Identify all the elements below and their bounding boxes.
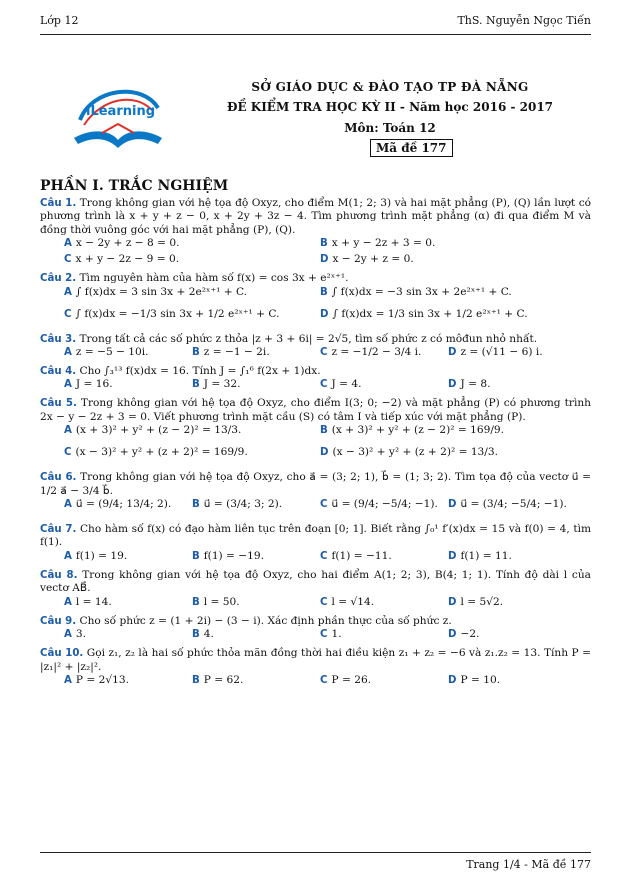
answer-text: P = 62.: [203, 673, 244, 686]
answer-text: ∫ f(x)dx = −1/3 sin 3x + 1/2 e²ˣ⁺¹ + C.: [75, 307, 280, 320]
question-item: [40, 272, 591, 329]
answer-key: B: [192, 629, 200, 641]
answer-text: l = 5√2.: [460, 595, 504, 608]
answer-key: B: [192, 379, 200, 391]
answer-text: u⃗ = (9/4; 13/4; 2).: [75, 498, 172, 511]
answer-option: [192, 346, 270, 359]
question-label: Câu 6.: [40, 472, 77, 484]
header-class: Lớp 12: [40, 14, 79, 27]
answer-key: C: [320, 347, 328, 359]
answer-option: [192, 674, 243, 687]
answer-key: A: [64, 596, 72, 608]
question-item: [40, 471, 591, 520]
question-text: Trong không gian với hệ tọa độ Oxyz, cho điểm M(1; 2; 3) và hai mặt phẳng (P), (Q) lần lượt có phương trình là x + y + z − 0, x + 2y + 3z − 4. Tìm phương trình mặt phẳng (α) đi qua điểm M và đồng thời vuông góc với hai mặt phẳng (P), (Q).: [40, 197, 592, 236]
answer-key: A: [64, 629, 72, 641]
answer-text: P = 10.: [460, 673, 501, 686]
answer-option: [320, 498, 438, 511]
answer-text: (x + 3)² + y² + (z − 2)² = 169/9.: [331, 424, 505, 437]
answer-option: [320, 674, 371, 687]
answer-option: [64, 446, 248, 459]
answer-option: [64, 378, 113, 391]
answer-option: [320, 253, 414, 266]
answer-text: x + y − 2z + 3 = 0.: [331, 237, 436, 250]
question-text-block: [40, 333, 591, 346]
answer-key: C: [320, 550, 328, 562]
answer-key: B: [320, 286, 328, 298]
answer-key: C: [64, 254, 72, 266]
answer-key: A: [64, 550, 72, 562]
answer-option: [320, 286, 512, 299]
answer-option: [192, 378, 240, 391]
answer-text: f(1) = −19.: [203, 549, 265, 562]
answer-row: [40, 424, 591, 446]
question-item: [40, 647, 591, 690]
answer-key: D: [448, 629, 457, 641]
answer-option: [448, 628, 479, 641]
answer-key: A: [64, 286, 72, 298]
question-text: Trong không gian với hệ tọa độ Oxyz, cho hai điểm A(1; 2; 3), B(4; 1; 1). Tính độ dài l của vectơ AB⃗.: [40, 568, 591, 595]
answer-row: [40, 346, 591, 362]
answer-option: [448, 498, 567, 511]
answer-text: u⃗ = (9/4; −5/4; −1).: [331, 498, 438, 511]
answer-text: 4.: [203, 628, 214, 641]
answer-text: l = √14.: [331, 595, 375, 608]
answer-text: −2.: [460, 628, 480, 641]
answer-option: [448, 378, 490, 391]
answer-text: z = −1/2 − 3/4 i.: [331, 346, 422, 359]
answer-text: J = 16.: [75, 378, 113, 391]
answer-option: [64, 286, 247, 299]
ilearning-logo: [72, 78, 164, 156]
header-rule: [40, 34, 591, 35]
question-text-block: [40, 569, 591, 596]
answer-option: [320, 378, 361, 391]
answer-row: [40, 596, 591, 612]
answer-option: [64, 346, 149, 359]
answer-key: A: [64, 347, 72, 359]
answer-key: D: [448, 499, 457, 511]
answer-option: [64, 674, 129, 687]
answer-option: [64, 628, 86, 641]
answer-text: (x + 3)² + y² + (z − 2)² = 13/3.: [75, 424, 242, 437]
answer-text: (x − 3)² + y² + (z + 2)² = 13/3.: [332, 446, 498, 459]
answer-key: D: [448, 550, 457, 562]
answer-key: A: [64, 379, 72, 391]
answer-key: C: [320, 629, 328, 641]
answer-key: D: [320, 447, 329, 459]
question-text-block: [40, 197, 591, 237]
answer-key: C: [320, 379, 328, 391]
question-text: Trong không gian với hệ tọa độ Oxyz, cho a⃗ = (3; 2; 1), b⃗ = (1; 3; 2). Tìm tọa độ của vectơ u⃗ = 1/2 a⃗ − 3/4 b⃗.: [40, 471, 592, 497]
header-author: ThS. Nguyễn Ngọc Tiến: [457, 14, 591, 27]
answer-text: J = 8.: [460, 378, 491, 391]
answer-text: (x − 3)² + y² + (z + 2)² = 169/9.: [75, 446, 248, 459]
answer-row: [40, 674, 591, 690]
answer-key: A: [64, 499, 72, 511]
answer-option: [448, 674, 500, 687]
answer-option: [64, 253, 179, 266]
question-label: Câu 2.: [40, 273, 77, 285]
question-text: Cho hàm số f(x) có đạo hàm liên tục trên đoạn [0; 1]. Biết rằng ∫₀¹ f′(x)dx = 15 và f(0) = 4, tìm f(1).: [40, 523, 592, 549]
question-label: Câu 9.: [40, 615, 77, 627]
answer-option: [448, 596, 503, 609]
question-label: Câu 4.: [40, 366, 77, 378]
answer-row: [40, 498, 591, 520]
answer-option: [448, 550, 512, 563]
question-text: Trong không gian với hệ tọa độ Oxyz, cho điểm I(3; 0; −2) và mặt phẳng (P) có phương trình 2x − y − 2z + 3 = 0. Viết phương trình mặt cầu (S) có tâm I và tiếp xúc với mặt phẳng (P).: [40, 397, 592, 423]
question-item: [40, 397, 591, 468]
question-text-block: [40, 272, 591, 285]
answer-option: [192, 550, 264, 563]
question-label: Câu 1.: [40, 198, 77, 209]
exam-title: ĐỀ KIỂM TRA HỌC KỲ II - Năm học 2016 - 2017: [226, 100, 554, 114]
answer-option: [64, 596, 112, 609]
answer-row: [40, 286, 591, 308]
answer-option: [64, 424, 241, 437]
answer-key: D: [320, 254, 329, 266]
footer-rule: [40, 852, 591, 853]
answer-text: J = 4.: [331, 378, 362, 391]
answer-option: [320, 628, 342, 641]
answer-option: [320, 308, 528, 321]
answer-row: [40, 253, 591, 269]
question-text-block: [40, 471, 591, 498]
answer-option: [320, 596, 374, 609]
answer-row: [40, 446, 591, 468]
answer-key: C: [320, 674, 328, 686]
question-label: Câu 10.: [40, 648, 84, 660]
answer-key: D: [320, 308, 329, 320]
answer-text: J = 32.: [203, 378, 241, 391]
answer-key: A: [64, 674, 72, 686]
question-label: Câu 5.: [40, 398, 77, 410]
question-text: Cho số phức z = (1 + 2i) − (3 − i). Xác định phần thực của số phức z.: [79, 614, 452, 627]
answer-option: [320, 346, 421, 359]
question-item: [40, 333, 591, 362]
question-text-block: [40, 615, 591, 628]
question-text-block: [40, 397, 591, 424]
answer-text: u⃗ = (3/4; −5/4; −1).: [460, 498, 567, 511]
answer-text: P = 2√13.: [75, 673, 129, 686]
answer-text: ∫ f(x)dx = −3 sin 3x + 2e²ˣ⁺¹ + C.: [331, 285, 512, 298]
answer-option: [320, 424, 504, 437]
answer-option: [320, 446, 498, 459]
answer-key: D: [448, 596, 457, 608]
answer-key: A: [64, 238, 72, 250]
answer-key: C: [320, 499, 328, 511]
logo-text: iLearning: [86, 104, 156, 119]
answer-key: D: [448, 347, 457, 359]
answer-row: [40, 308, 591, 330]
question-label: Câu 7.: [40, 524, 77, 536]
answer-text: 3.: [75, 628, 86, 641]
answer-text: x − 2y + z = 0.: [332, 253, 414, 266]
question-text: Gọi z₁, z₂ là hai số phức thỏa mãn đồng thời hai điều kiện z₁ + z₂ = −6 và z₁.z₂ = 13. Tính P = |z₁|² + |z₂|².: [40, 647, 592, 673]
answer-option: [320, 550, 392, 563]
answer-row: [40, 378, 591, 394]
answer-text: l = 14.: [75, 595, 112, 608]
answer-option: [192, 498, 282, 511]
answer-text: 1.: [331, 628, 342, 641]
answer-option: [64, 308, 280, 321]
answer-key: B: [192, 499, 200, 511]
answer-text: z = −1 − 2i.: [203, 346, 270, 359]
answer-text: l = 50.: [203, 595, 240, 608]
answer-option: [320, 237, 435, 250]
question-text-block: [40, 647, 591, 674]
answer-text: ∫ f(x)dx = 1/3 sin 3x + 1/2 e²ˣ⁺¹ + C.: [332, 307, 528, 320]
question-text: Trong tất cả các số phức z thỏa |z + 3 + 6i| = 2√5, tìm số phức z có môđun nhỏ nhất.: [79, 332, 538, 345]
answer-key: B: [192, 674, 200, 686]
answer-text: P = 26.: [331, 673, 372, 686]
answer-row: [40, 550, 591, 566]
question-text: Cho ∫₃¹³ f(x)dx = 16. Tính J = ∫₁⁶ f(2x + 1)dx.: [79, 365, 321, 378]
exam-subject: Môn: Toán 12: [344, 121, 436, 135]
answer-text: ∫ f(x)dx = 3 sin 3x + 2e²ˣ⁺¹ + C.: [75, 285, 248, 298]
page-footer: Trang 1/4 - Mã đề 177: [466, 858, 591, 871]
question-item: [40, 523, 591, 566]
question-list: [40, 197, 591, 693]
exam-organization: SỞ GIÁO DỤC & ĐÀO TẠO TP ĐÀ NẴNG: [251, 80, 529, 94]
answer-key: D: [448, 674, 457, 686]
exam-code-box: Mã đề 177: [370, 139, 453, 157]
question-item: [40, 365, 591, 394]
answer-text: z = −5 − 10i.: [75, 346, 149, 359]
answer-key: C: [64, 308, 72, 320]
question-label: Câu 8.: [40, 569, 78, 581]
question-label: Câu 3.: [40, 333, 77, 345]
answer-text: x + y − 2z − 9 = 0.: [75, 253, 180, 266]
answer-key: C: [320, 596, 328, 608]
question-text: Tìm nguyên hàm của hàm số f(x) = cos 3x + e²ˣ⁺¹.: [79, 272, 349, 285]
answer-key: B: [320, 425, 328, 437]
answer-key: C: [64, 447, 72, 459]
answer-row: [40, 628, 591, 644]
section-heading: PHẦN I. TRẮC NGHIỆM: [40, 178, 229, 194]
question-item: [40, 197, 591, 269]
answer-text: u⃗ = (3/4; 3; 2).: [203, 498, 283, 511]
question-text-block: [40, 523, 591, 550]
answer-option: [64, 498, 171, 511]
answer-option: [192, 596, 240, 609]
question-item: [40, 615, 591, 644]
answer-key: B: [192, 347, 200, 359]
answer-text: f(1) = −11.: [331, 549, 392, 562]
answer-text: x − 2y + z − 8 = 0.: [75, 237, 180, 250]
answer-key: B: [192, 596, 200, 608]
question-text-block: [40, 365, 591, 378]
answer-option: [448, 346, 543, 359]
answer-text: f(1) = 19.: [75, 549, 128, 562]
answer-row: [40, 237, 591, 253]
answer-text: z = (√11 − 6) i.: [460, 346, 543, 359]
answer-key: B: [320, 238, 328, 250]
answer-key: A: [64, 425, 72, 437]
answer-key: D: [448, 379, 457, 391]
answer-option: [64, 237, 179, 250]
question-item: [40, 569, 591, 612]
answer-option: [64, 550, 127, 563]
answer-text: f(1) = 11.: [460, 549, 512, 562]
answer-key: B: [192, 550, 200, 562]
answer-option: [192, 628, 214, 641]
